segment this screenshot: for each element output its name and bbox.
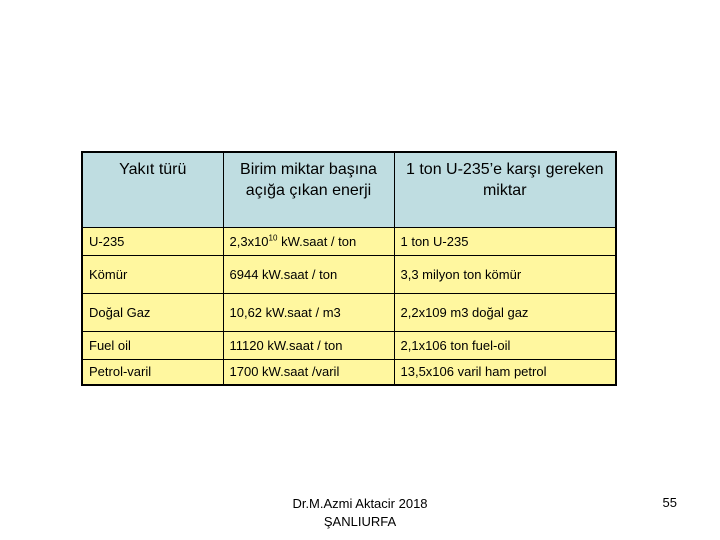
energy-cell: 1700 kW.saat /varil [223,360,394,385]
page-number: 55 [662,495,677,510]
fuel-cell: Fuel oil [82,332,223,360]
fuel-cell: Petrol-varil [82,360,223,385]
energy-unit: kW.saat / ton [277,234,357,249]
energy-cell: 11120 kW.saat / ton [223,332,394,360]
header-fuel-type: Yakıt türü [82,152,223,228]
footer-location: ŞANLIURFA [323,514,397,529]
header-energy-per-unit: Birim miktar başına açığa çıkan enerji [223,152,394,228]
footer-author-block [220,495,500,531]
required-cell: 13,5x106 varil ham petrol [394,360,616,385]
table-row [82,360,616,385]
header-required-amount: 1 ton U-235’e karşı gereken miktar [394,152,616,228]
energy-cell [223,228,394,256]
required-cell: 2,1x106 ton fuel-oil [394,332,616,360]
table-row [82,294,616,332]
energy-cell: 6944 kW.saat / ton [223,256,394,294]
energy-comparison-table [81,151,617,386]
energy-base: 2,3x10 [229,234,269,249]
table-row [82,228,616,256]
fuel-cell: Doğal Gaz [82,294,223,332]
fuel-cell: U-235 [82,228,223,256]
energy-cell: 10,62 kW.saat / m3 [223,294,394,332]
required-cell: 1 ton U-235 [394,228,616,256]
required-cell: 2,2x109 m3 doğal gaz [394,294,616,332]
table-row [82,256,616,294]
required-cell: 3,3 milyon ton kömür [394,256,616,294]
fuel-cell: Kömür [82,256,223,294]
table-row [82,332,616,360]
table-header-row [82,152,616,228]
footer-author: Dr.M.Azmi Aktacir 2018 [292,496,428,511]
energy-exponent: 10 [268,233,278,243]
